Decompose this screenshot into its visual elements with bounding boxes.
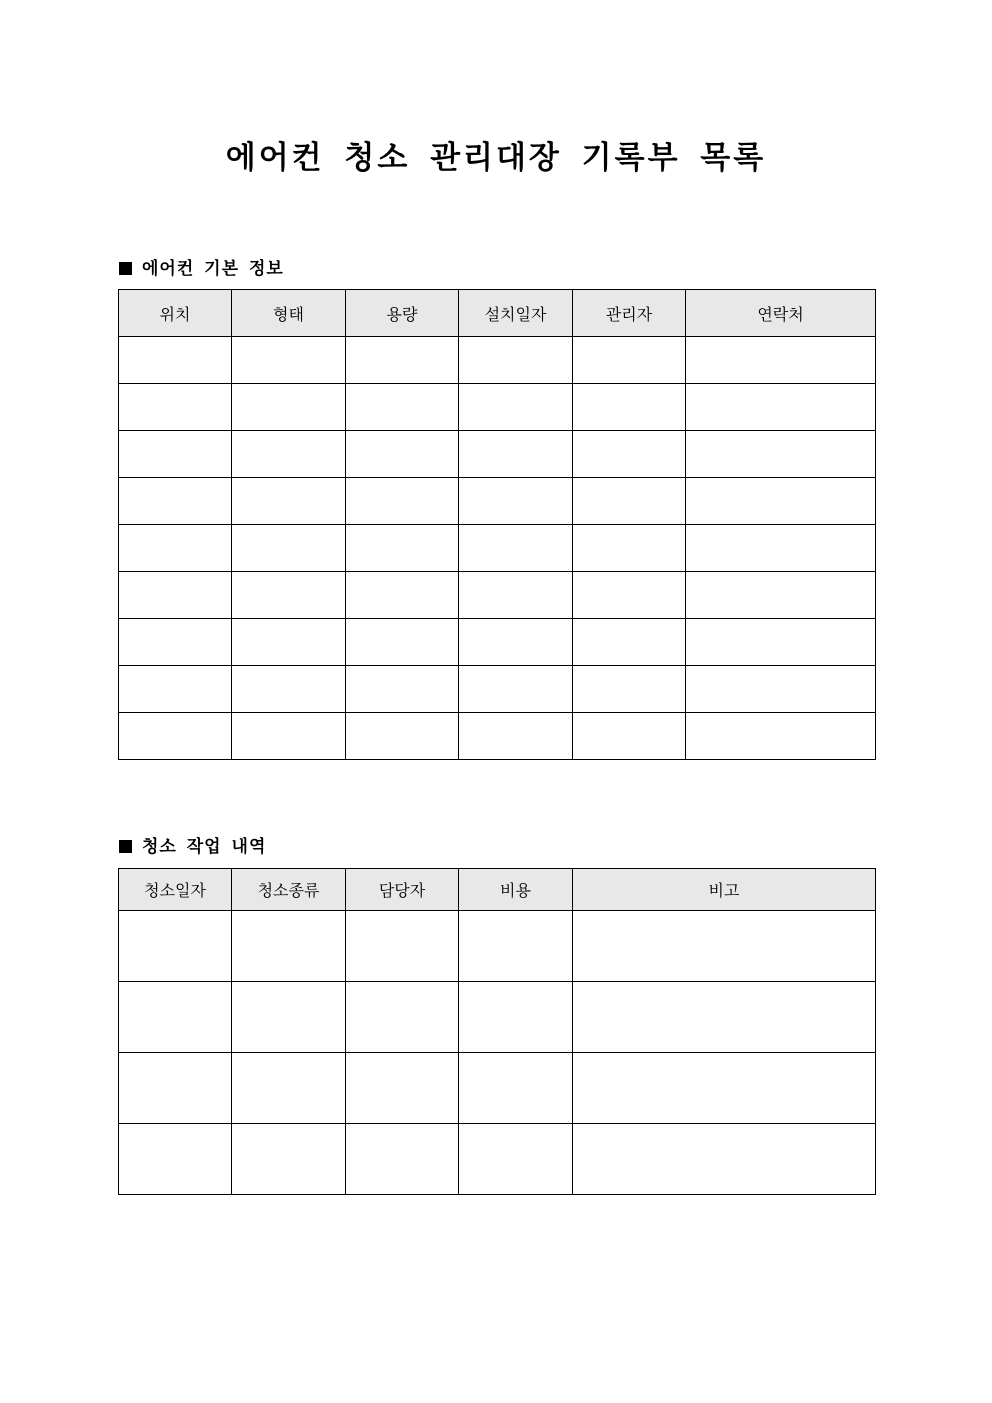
column-header-contact: 연락처 (686, 290, 876, 337)
table-cell[interactable] (346, 982, 459, 1053)
table-cell[interactable] (346, 572, 459, 619)
table-cell[interactable] (119, 525, 232, 572)
column-header-type: 형태 (232, 290, 346, 337)
table-cell[interactable] (119, 619, 232, 666)
table-cell[interactable] (232, 478, 346, 525)
table-cell[interactable] (119, 431, 232, 478)
table-cell[interactable] (686, 478, 876, 525)
table-cell[interactable] (459, 666, 573, 713)
table-cell[interactable] (459, 572, 573, 619)
table-cell[interactable] (232, 713, 346, 760)
table-cell[interactable] (232, 1124, 346, 1195)
table-cell[interactable] (346, 337, 459, 384)
table-cell[interactable] (346, 713, 459, 760)
table-cell[interactable] (346, 1124, 459, 1195)
column-header-capacity: 용량 (346, 290, 459, 337)
table-cell[interactable] (573, 478, 686, 525)
table-cell[interactable] (459, 1124, 573, 1195)
table-cell[interactable] (346, 619, 459, 666)
column-header-cleaning-type: 청소종류 (232, 869, 346, 911)
table-row (119, 478, 876, 525)
table-cell[interactable] (573, 525, 686, 572)
table-cell[interactable] (232, 384, 346, 431)
table-cell[interactable] (573, 1053, 876, 1124)
table-cell[interactable] (459, 1053, 573, 1124)
square-bullet-icon (119, 262, 132, 275)
table-cell[interactable] (573, 337, 686, 384)
table-cell[interactable] (459, 384, 573, 431)
table-cell[interactable] (459, 713, 573, 760)
table-cell[interactable] (232, 431, 346, 478)
section-heading-label: 에어컨 기본 정보 (142, 259, 284, 279)
table-cell[interactable] (232, 982, 346, 1053)
table-cell[interactable] (346, 911, 459, 982)
table-row (119, 666, 876, 713)
column-header-remarks: 비고 (573, 869, 876, 911)
table-cell[interactable] (346, 525, 459, 572)
table-header-row (119, 290, 876, 337)
table-cell[interactable] (232, 337, 346, 384)
table-cell[interactable] (346, 666, 459, 713)
table-cell[interactable] (459, 619, 573, 666)
table-cell[interactable] (232, 911, 346, 982)
table-cell[interactable] (686, 713, 876, 760)
table-cell[interactable] (459, 337, 573, 384)
table-cell[interactable] (346, 431, 459, 478)
table-row (119, 572, 876, 619)
table-cell[interactable] (119, 911, 232, 982)
column-header-install-date: 설치일자 (459, 290, 573, 337)
table-row (119, 384, 876, 431)
cleaning-log-table (118, 868, 876, 1195)
table-cell[interactable] (686, 666, 876, 713)
table-cell[interactable] (573, 431, 686, 478)
table-row (119, 1053, 876, 1124)
table-cell[interactable] (119, 478, 232, 525)
table-cell[interactable] (459, 982, 573, 1053)
table-header-row (119, 869, 876, 911)
table-row (119, 1124, 876, 1195)
table-cell[interactable] (232, 572, 346, 619)
table-row (119, 431, 876, 478)
table-cell[interactable] (119, 982, 232, 1053)
column-header-staff: 담당자 (346, 869, 459, 911)
table-row (119, 619, 876, 666)
column-header-manager: 관리자 (573, 290, 686, 337)
table-cell[interactable] (346, 1053, 459, 1124)
table-cell[interactable] (119, 713, 232, 760)
table-cell[interactable] (573, 1124, 876, 1195)
table-cell[interactable] (686, 384, 876, 431)
table-cell[interactable] (686, 619, 876, 666)
column-header-cost: 비용 (459, 869, 573, 911)
table-cell[interactable] (459, 478, 573, 525)
page-title: 에어컨 청소 관리대장 기록부 목록 (225, 140, 767, 176)
table-cell[interactable] (119, 572, 232, 619)
table-cell[interactable] (573, 384, 686, 431)
table-row (119, 982, 876, 1053)
table-cell[interactable] (459, 911, 573, 982)
section-heading-label: 청소 작업 내역 (142, 837, 267, 857)
table-cell[interactable] (119, 666, 232, 713)
table-cell[interactable] (459, 431, 573, 478)
table-cell[interactable] (459, 525, 573, 572)
table-cell[interactable] (573, 572, 686, 619)
table-cell[interactable] (573, 911, 876, 982)
table-cell[interactable] (686, 525, 876, 572)
table-cell[interactable] (346, 384, 459, 431)
table-cell[interactable] (573, 713, 686, 760)
column-header-cleaning-date: 청소일자 (119, 869, 232, 911)
table-cell[interactable] (119, 337, 232, 384)
table-cell[interactable] (119, 1124, 232, 1195)
table-cell[interactable] (573, 982, 876, 1053)
table-cell[interactable] (573, 666, 686, 713)
table-cell[interactable] (686, 431, 876, 478)
table-cell[interactable] (232, 619, 346, 666)
table-row (119, 337, 876, 384)
table-row (119, 525, 876, 572)
table-cell[interactable] (232, 666, 346, 713)
table-cell[interactable] (119, 384, 232, 431)
table-cell[interactable] (119, 1053, 232, 1124)
table-cell[interactable] (232, 1053, 346, 1124)
table-cell[interactable] (232, 525, 346, 572)
square-bullet-icon (119, 840, 132, 853)
table-cell[interactable] (346, 478, 459, 525)
table-row (119, 911, 876, 982)
table-cell[interactable] (686, 337, 876, 384)
table-row (119, 713, 876, 760)
column-header-location: 위치 (119, 290, 232, 337)
section-heading-basic-info (119, 254, 284, 279)
section-heading-cleaning-log (119, 832, 266, 857)
table-cell[interactable] (573, 619, 686, 666)
aircon-info-table (118, 289, 876, 760)
table-cell[interactable] (686, 572, 876, 619)
